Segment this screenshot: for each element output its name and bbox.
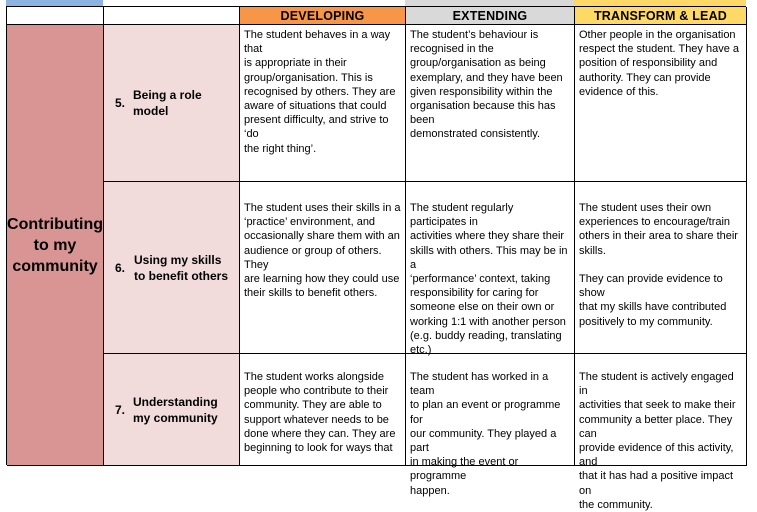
skill-number: 7. bbox=[114, 402, 125, 417]
skill-name: Understanding my community bbox=[133, 394, 218, 425]
header-extending: EXTENDING bbox=[406, 7, 575, 25]
area-label bbox=[7, 25, 104, 466]
rubric-table bbox=[6, 6, 746, 511]
descriptor-extending: The student has worked in a team to plan an event or programme for our community. They played a part in making the event or programme happen. bbox=[406, 354, 575, 466]
skill-name: Being a role model bbox=[133, 88, 202, 118]
skill-name: Using my skills to benefit others bbox=[134, 252, 229, 283]
descriptor-developing: The student works alongside people who contribute to their community. They are able to support whatever needs to be done where they can. They are beginning to look for ways that bbox=[240, 354, 406, 466]
skill-number: 6. bbox=[114, 260, 125, 275]
skill-number: 5. bbox=[114, 96, 125, 110]
header-blank-area bbox=[7, 7, 104, 25]
header-blank-skill bbox=[104, 7, 240, 25]
header-developing: DEVELOPING bbox=[240, 7, 406, 25]
skill-cell-understanding-my-community bbox=[104, 354, 240, 466]
area-label-line: to my bbox=[33, 236, 77, 254]
header-transform-lead: TRANSFORM & LEAD bbox=[575, 7, 747, 25]
area-label-line: community bbox=[12, 257, 98, 275]
descriptor-transform-lead: The student is actively engaged in activities that seek to make their community a better place. They can provide evidence of this activity, and that it has had a positive impact on the community. bbox=[575, 354, 747, 466]
descriptor-extending: The student regularly participates in activities where they share their skills with others. This may be in a ‘performance’ context, taking responsibility for caring for someone else on their own or working 1:1 with another person (e.g. buddy reading, translating etc.) bbox=[406, 182, 575, 354]
skill-cell-using-my-skills bbox=[104, 182, 240, 354]
area-label-line: Contributing bbox=[7, 215, 103, 233]
descriptor-transform-lead: The student uses their own experiences to encourage/train others in their area to share their skills. They can provide evidence to show that my skills have contributed positively to my community. bbox=[575, 182, 747, 354]
descriptor-transform-lead: Other people in the organisation respect the student. They have a position of responsibility and authority. They can provide evidence of this. bbox=[575, 25, 747, 182]
descriptor-extending: The student’s behaviour is recognised in the group/organisation as being exemplary, and they have been given responsibility within the organisation because this has been demonstrated consistently. bbox=[406, 25, 575, 182]
descriptor-developing: The student behaves in a way that is appropriate in their group/organisation. This is recognised by others. They are aware of situations that could present difficulty, and strive to ‘do the right thing’. bbox=[240, 25, 406, 182]
skill-cell-being-a-role-model bbox=[104, 25, 240, 182]
descriptor-developing: The student uses their skills in a ‘practice’ environment, and occasionally share them with an audience or group of others. They are learning how they could use their skills to benefit others. bbox=[240, 182, 406, 354]
